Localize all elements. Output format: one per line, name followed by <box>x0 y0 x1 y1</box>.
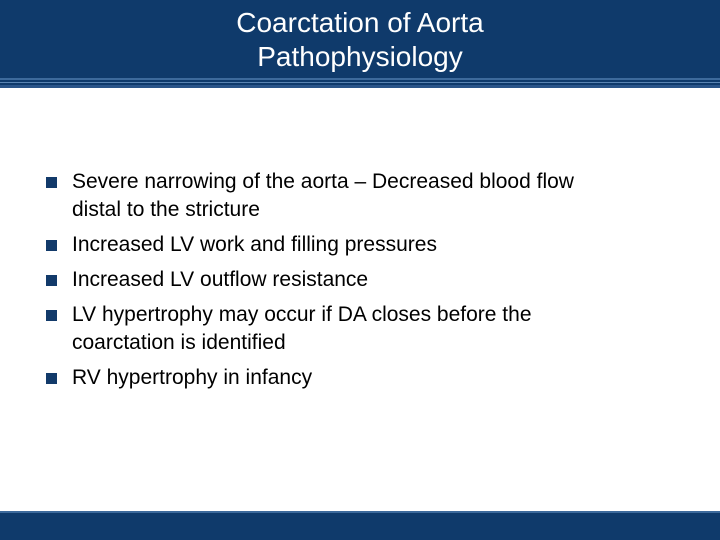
bullet-text-line: Severe narrowing of the aorta – Decreased blood flow <box>72 170 574 193</box>
slide-title-line-1: Coarctation of Aorta <box>236 7 484 38</box>
slide-header <box>0 0 720 88</box>
square-bullet-icon <box>46 310 57 321</box>
bullet-text-line: LV hypertrophy may occur if DA closes before the <box>72 303 532 326</box>
list-item <box>46 266 686 294</box>
square-bullet-icon <box>46 177 57 188</box>
bullet-text-line: Increased LV work and filling pressures <box>72 233 437 256</box>
header-divider <box>0 85 720 88</box>
bullet-text-line: Increased LV outflow resistance <box>72 268 369 291</box>
square-bullet-icon <box>46 275 57 286</box>
bullet-list <box>46 168 686 399</box>
slide-title <box>0 6 720 74</box>
square-bullet-icon <box>46 373 57 384</box>
bullet-text-line: distal to the stricture <box>72 198 260 221</box>
footer-divider <box>0 511 720 513</box>
list-item <box>46 364 686 392</box>
bullet-text-line: RV hypertrophy in infancy <box>72 366 313 389</box>
bullet-text-line: coarctation is identified <box>72 331 286 354</box>
square-bullet-icon <box>46 240 57 251</box>
list-item <box>46 301 686 357</box>
slide-footer <box>0 511 720 540</box>
list-item <box>46 231 686 259</box>
header-divider <box>0 82 720 83</box>
list-item <box>46 168 686 224</box>
slide-title-line-2: Pathophysiology <box>257 41 463 72</box>
header-divider <box>0 78 720 80</box>
